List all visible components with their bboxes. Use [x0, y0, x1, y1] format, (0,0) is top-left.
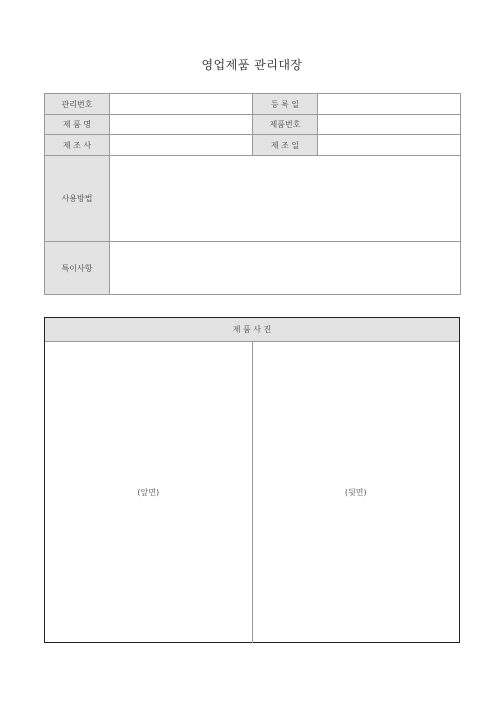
registration-date-label: 등 록 일	[253, 94, 318, 115]
photo-panes	[45, 342, 459, 643]
usage-field[interactable]	[110, 156, 461, 242]
manufacturer-field[interactable]	[110, 135, 253, 156]
management-no-label: 관리번호	[45, 94, 110, 115]
product-photo-section	[44, 317, 460, 643]
product-name-field[interactable]	[110, 115, 253, 135]
table-row	[45, 94, 461, 115]
back-photo-pane[interactable]	[253, 342, 460, 643]
remarks-label: 특이사항	[45, 242, 110, 295]
registration-date-field[interactable]	[318, 94, 461, 115]
document-title: 영업제품 관리대장	[201, 58, 303, 72]
manufacture-date-label: 제 조 일	[253, 135, 318, 156]
back-photo-label: (뒷면)	[344, 488, 367, 497]
product-no-field[interactable]	[318, 115, 461, 135]
table-row	[45, 115, 461, 135]
table-row	[45, 242, 461, 295]
photo-section-header: 제 품 사 진	[45, 318, 459, 342]
management-no-field[interactable]	[110, 94, 253, 115]
table-row	[45, 135, 461, 156]
front-photo-pane[interactable]	[45, 342, 253, 643]
product-name-label: 제 품 명	[45, 115, 110, 135]
product-info-table	[44, 93, 461, 295]
remarks-field[interactable]	[110, 242, 461, 295]
table-row	[45, 156, 461, 242]
front-photo-label: (앞면)	[137, 488, 160, 497]
manufacture-date-field[interactable]	[318, 135, 461, 156]
usage-label: 사용방법	[45, 156, 110, 242]
manufacturer-label: 제 조 사	[45, 135, 110, 156]
product-no-label: 제품번호	[253, 115, 318, 135]
